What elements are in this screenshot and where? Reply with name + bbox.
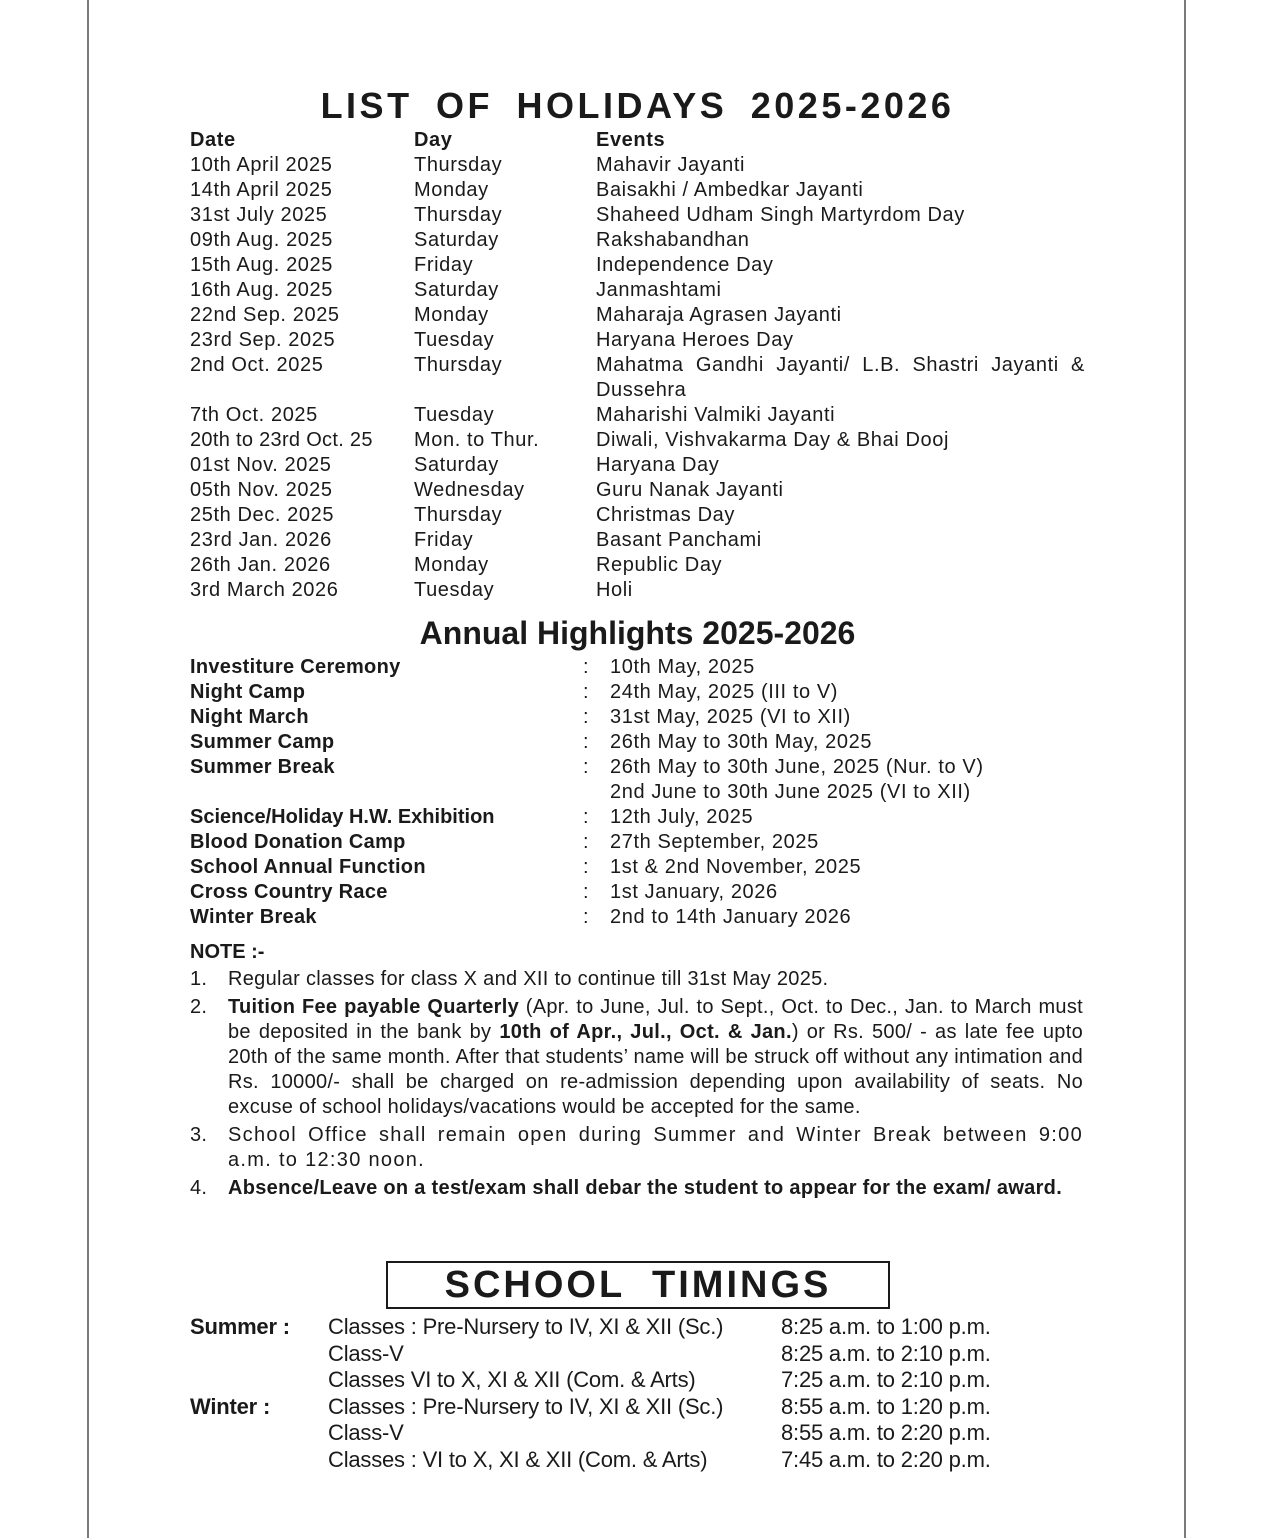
highlight-value-line: 2nd June to 30th June 2025 (VI to XII) bbox=[610, 781, 971, 803]
header-day: Day bbox=[414, 129, 453, 151]
holiday-event: Baisakhi / Ambedkar Jayanti bbox=[596, 179, 864, 201]
school-timings-title: SCHOOL TIMINGS bbox=[386, 1261, 890, 1309]
highlight-name: Night March bbox=[190, 706, 309, 728]
highlight-value: 31st May, 2025 (VI to XII) bbox=[610, 706, 851, 728]
holiday-row bbox=[190, 403, 1085, 428]
header-date: Date bbox=[190, 129, 236, 151]
highlight-separator: : bbox=[583, 806, 590, 828]
timing-season bbox=[190, 1447, 328, 1474]
holiday-row bbox=[190, 328, 1085, 353]
holiday-event: Mahavir Jayanti bbox=[596, 154, 746, 176]
holiday-day: Mon. to Thur. bbox=[414, 429, 540, 451]
timing-season: Summer : bbox=[190, 1314, 290, 1339]
highlight-value: 27th September, 2025 bbox=[610, 831, 819, 853]
timing-season bbox=[190, 1420, 328, 1447]
holiday-day: Saturday bbox=[414, 229, 499, 251]
highlight-separator: : bbox=[583, 881, 590, 903]
highlight-separator: : bbox=[583, 681, 590, 703]
holiday-date: 23rd Jan. 2026 bbox=[190, 529, 332, 551]
note-number: 3. bbox=[190, 1124, 208, 1146]
timing-time: 7:25 a.m. to 2:10 p.m. bbox=[781, 1367, 991, 1392]
holiday-day: Thursday bbox=[414, 204, 503, 226]
holiday-date: 2nd Oct. 2025 bbox=[190, 354, 324, 376]
timing-season bbox=[190, 1341, 328, 1368]
highlight-value: 12th July, 2025 bbox=[610, 806, 754, 828]
timing-classes: Classes : Pre-Nursery to IV, XI & XII (Sc.) bbox=[328, 1393, 724, 1419]
timing-season bbox=[190, 1367, 328, 1394]
timing-time: 7:45 a.m. to 2:20 p.m. bbox=[781, 1446, 991, 1472]
highlight-row bbox=[190, 855, 1085, 880]
highlight-separator: : bbox=[583, 706, 590, 728]
holidays-header-row bbox=[190, 128, 1085, 153]
highlight-row bbox=[190, 905, 1085, 930]
note-text: School Office shall remain open during Summer and Winter Break between 9:00 a.m. to 12:30 noon. bbox=[228, 1124, 1083, 1171]
holiday-row bbox=[190, 553, 1085, 578]
holiday-row bbox=[190, 278, 1085, 303]
timing-time: 8:25 a.m. to 1:00 p.m. bbox=[781, 1314, 991, 1339]
holiday-row bbox=[190, 178, 1085, 203]
holiday-day: Friday bbox=[414, 529, 474, 551]
holiday-date: 05th Nov. 2025 bbox=[190, 479, 333, 501]
highlight-value: 24th May, 2025 (III to V) bbox=[610, 681, 839, 703]
holiday-day: Friday bbox=[414, 254, 474, 276]
highlight-name: Science/Holiday H.W. Exhibition bbox=[190, 806, 495, 828]
timing-row bbox=[190, 1341, 1085, 1368]
holiday-day: Saturday bbox=[414, 279, 499, 301]
holiday-date: 09th Aug. 2025 bbox=[190, 229, 333, 251]
timing-classes: Classes : VI to X, XI & XII (Com. & Arts) bbox=[328, 1446, 708, 1472]
highlight-separator: : bbox=[583, 756, 590, 778]
holiday-day: Tuesday bbox=[414, 579, 495, 601]
highlight-row bbox=[190, 680, 1085, 705]
timing-row bbox=[190, 1314, 1085, 1341]
timing-classes: Class-V bbox=[328, 1340, 404, 1366]
holiday-day: Tuesday bbox=[414, 329, 495, 351]
note-number: 2. bbox=[190, 996, 208, 1018]
holiday-event: Mahatma Gandhi Jayanti/ L.B. Shastri Jayanti & Dussehra bbox=[596, 354, 1085, 401]
highlight-row bbox=[190, 805, 1085, 830]
note-text bbox=[228, 995, 1083, 1120]
highlight-separator: : bbox=[583, 731, 590, 753]
note-item bbox=[190, 967, 1083, 992]
holiday-date: 3rd March 2026 bbox=[190, 579, 339, 601]
highlight-name: Night Camp bbox=[190, 681, 306, 703]
holiday-date: 10th April 2025 bbox=[190, 154, 333, 176]
holiday-event: Haryana Day bbox=[596, 454, 720, 476]
note-text: Regular classes for class X and XII to continue till 31st May 2025. bbox=[228, 968, 829, 990]
holiday-date: 7th Oct. 2025 bbox=[190, 404, 318, 426]
holiday-day: Thursday bbox=[414, 354, 503, 376]
note-number: 4. bbox=[190, 1177, 208, 1199]
highlight-name: Blood Donation Camp bbox=[190, 831, 406, 853]
note-item bbox=[190, 1176, 1083, 1201]
highlight-name: Cross Country Race bbox=[190, 881, 388, 903]
page-title: LIST OF HOLIDAYS 2025-2026 bbox=[320, 85, 955, 126]
holiday-row bbox=[190, 453, 1085, 478]
note-bold-text: Tuition Fee payable Quarterly bbox=[228, 996, 520, 1018]
highlight-value: 26th May to 30th May, 2025 bbox=[610, 731, 873, 753]
holiday-row bbox=[190, 353, 1085, 403]
holiday-row bbox=[190, 253, 1085, 278]
note-item bbox=[190, 1123, 1083, 1173]
timing-classes: Classes VI to X, XI & XII (Com. & Arts) bbox=[328, 1367, 696, 1392]
holiday-event: Janmashtami bbox=[596, 279, 722, 301]
highlight-row bbox=[190, 880, 1085, 905]
holiday-date: 01st Nov. 2025 bbox=[190, 454, 332, 476]
timing-classes: Classes : Pre-Nursery to IV, XI & XII (Sc.) bbox=[328, 1314, 724, 1339]
holiday-event: Christmas Day bbox=[596, 504, 735, 526]
holiday-event: Shaheed Udham Singh Martyrdom Day bbox=[596, 204, 965, 226]
timing-season: Winter : bbox=[190, 1393, 271, 1419]
holiday-row bbox=[190, 528, 1085, 553]
highlight-name: Summer Break bbox=[190, 756, 335, 778]
highlights-title: Annual Highlights 2025-2026 bbox=[419, 615, 856, 651]
timing-row bbox=[190, 1367, 1085, 1394]
holiday-row bbox=[190, 303, 1085, 328]
holiday-day: Monday bbox=[414, 554, 489, 576]
school-timings-table bbox=[190, 1314, 1085, 1473]
holiday-row bbox=[190, 428, 1085, 453]
highlight-separator: : bbox=[583, 831, 590, 853]
holiday-date: 14th April 2025 bbox=[190, 179, 333, 201]
highlight-row bbox=[190, 830, 1085, 855]
holiday-event: Maharishi Valmiki Jayanti bbox=[596, 404, 836, 426]
timing-time: 8:55 a.m. to 2:20 p.m. bbox=[781, 1420, 991, 1445]
holiday-event: Rakshabandhan bbox=[596, 229, 750, 251]
holiday-event: Haryana Heroes Day bbox=[596, 329, 794, 351]
highlight-separator: : bbox=[583, 856, 590, 878]
holiday-row bbox=[190, 203, 1085, 228]
note-text: Absence/Leave on a test/exam shall debar the student to appear for the exam/ award. bbox=[228, 1177, 1063, 1199]
holiday-event: Holi bbox=[596, 579, 633, 601]
highlight-name: Investiture Ceremony bbox=[190, 656, 401, 678]
holiday-day: Monday bbox=[414, 304, 489, 326]
holiday-event: Independence Day bbox=[596, 254, 774, 276]
highlight-name: Winter Break bbox=[190, 906, 317, 928]
highlight-separator: : bbox=[583, 656, 590, 678]
highlight-value bbox=[610, 755, 1085, 805]
highlights-list bbox=[190, 655, 1085, 930]
holiday-event: Guru Nanak Jayanti bbox=[596, 479, 784, 501]
note-item bbox=[190, 995, 1083, 1120]
holiday-date: 26th Jan. 2026 bbox=[190, 554, 331, 576]
note-heading: NOTE :- bbox=[190, 941, 265, 963]
holiday-day: Thursday bbox=[414, 154, 503, 176]
highlight-row bbox=[190, 705, 1085, 730]
highlight-row bbox=[190, 730, 1085, 755]
holiday-day: Tuesday bbox=[414, 404, 495, 426]
timing-time: 8:25 a.m. to 2:10 p.m. bbox=[781, 1340, 991, 1366]
note-plain-text: ) or Rs. 500/ - as late fee upto 20th of the same month. After that students’ name will be struck off without any intimation and Rs. 10000/- shall be charged on re-admission depending upon availability of seats. No excuse of school holidays/vacations would be accepted for the same. bbox=[228, 1021, 1083, 1118]
timing-time: 8:55 a.m. to 1:20 p.m. bbox=[781, 1393, 991, 1419]
holiday-event: Diwali, Vishvakarma Day & Bhai Dooj bbox=[596, 429, 949, 451]
holiday-date: 23rd Sep. 2025 bbox=[190, 329, 336, 351]
holiday-event: Republic Day bbox=[596, 554, 723, 576]
notes-list bbox=[190, 967, 1083, 1204]
header-events: Events bbox=[596, 129, 666, 151]
timing-row bbox=[190, 1447, 1085, 1474]
highlight-value-line: 26th May to 30th June, 2025 (Nur. to V) bbox=[610, 756, 984, 778]
highlight-row bbox=[190, 755, 1085, 805]
holiday-date: 16th Aug. 2025 bbox=[190, 279, 333, 301]
holidays-table bbox=[190, 128, 1085, 603]
holiday-day: Thursday bbox=[414, 504, 503, 526]
holiday-date: 20th to 23rd Oct. 25 bbox=[190, 429, 373, 451]
highlight-value: 1st & 2nd November, 2025 bbox=[610, 856, 862, 878]
holiday-row bbox=[190, 503, 1085, 528]
holiday-date: 15th Aug. 2025 bbox=[190, 254, 333, 276]
holiday-day: Saturday bbox=[414, 454, 499, 476]
note-number: 1. bbox=[190, 968, 208, 990]
holiday-date: 22nd Sep. 2025 bbox=[190, 304, 340, 326]
note-plain-text: (Apr. to June, Jul. to Sept., Oct. to Dec., Jan. to March must be deposited in the bank by bbox=[228, 996, 1083, 1043]
highlight-row bbox=[190, 655, 1085, 680]
holiday-row bbox=[190, 478, 1085, 503]
holiday-date: 25th Dec. 2025 bbox=[190, 504, 335, 526]
highlight-value: 2nd to 14th January 2026 bbox=[610, 906, 852, 928]
holiday-row bbox=[190, 578, 1085, 603]
holiday-event: Maharaja Agrasen Jayanti bbox=[596, 304, 842, 326]
note-bold-text: 10th of Apr., Jul., Oct. & Jan. bbox=[499, 1021, 792, 1043]
holiday-event: Basant Panchami bbox=[596, 529, 762, 551]
holiday-day: Monday bbox=[414, 179, 489, 201]
highlight-value: 10th May, 2025 bbox=[610, 656, 755, 678]
highlight-name: School Annual Function bbox=[190, 856, 426, 878]
highlight-name: Summer Camp bbox=[190, 731, 335, 753]
timing-classes: Class-V bbox=[328, 1420, 404, 1445]
holiday-day: Wednesday bbox=[414, 479, 525, 501]
highlight-separator: : bbox=[583, 906, 590, 928]
highlight-value: 1st January, 2026 bbox=[610, 881, 778, 903]
timing-row bbox=[190, 1394, 1085, 1421]
holiday-row bbox=[190, 153, 1085, 178]
timing-row bbox=[190, 1420, 1085, 1447]
holiday-date: 31st July 2025 bbox=[190, 204, 328, 226]
holiday-row bbox=[190, 228, 1085, 253]
